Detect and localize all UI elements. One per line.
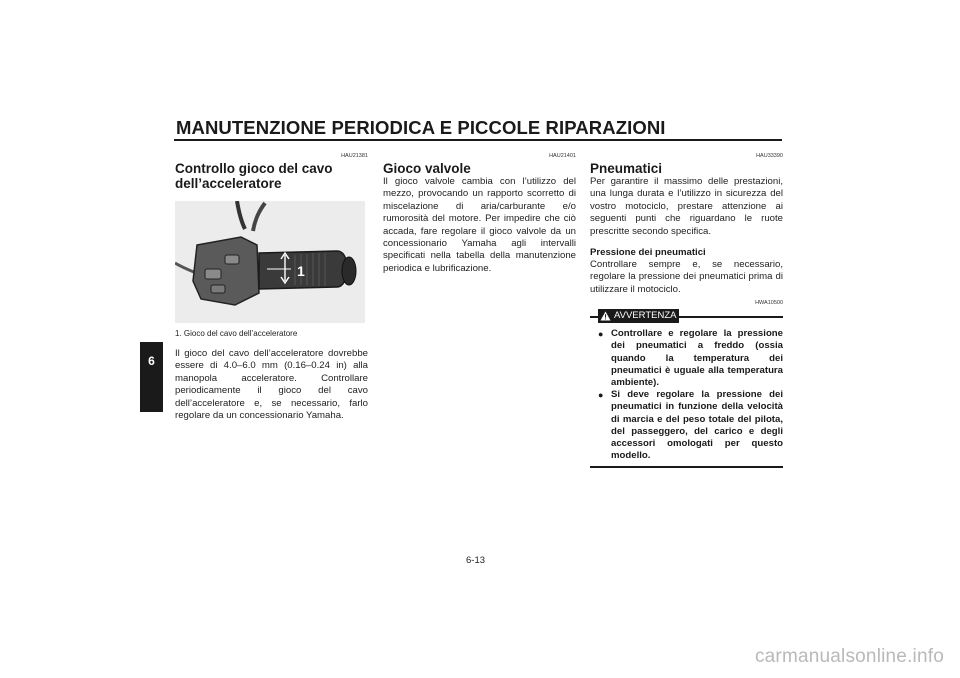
chapter-tab: 6 <box>140 342 163 412</box>
page-number: 6-13 <box>466 555 486 566</box>
section-heading: Controllo gioco del cavo dell’acceleratore <box>175 161 333 191</box>
page-title: MANUTENZIONE PERIODICA E PICCOLE RIPARAZIONI <box>176 117 666 138</box>
section-body: Il gioco valvole cambia con l’utilizzo del mezzo, provocando un rapporto scorretto di miscelazione di aria/carburante e/o rumorosità del motore. Per impedire che ciò accada, fare regolare il gioco valvole da un concessionario Yamaha agli intervalli specificati nella tabella della manutenzione periodica e lubrificazione. <box>383 176 576 274</box>
subsection-body: Controllare sempre e, se necessario, regolare la pressione dei pneumatici prima di utilizzare il motociclo. <box>590 259 783 295</box>
warning-code: HWA10500 <box>755 300 783 307</box>
section-code: HAU21381 <box>341 153 368 159</box>
title-rule <box>174 139 782 141</box>
section-heading: Pneumatici <box>590 161 663 176</box>
throttle-grip-figure <box>175 201 365 323</box>
column-throttle-cable <box>175 153 368 422</box>
warning-list <box>590 328 783 462</box>
watermark: carmanualsonline.info <box>754 646 944 667</box>
figure-callout-1: 1 <box>297 263 305 279</box>
section-body: Il gioco del cavo dell’acceleratore dovrebbe essere di 4.0–6.0 mm (0.16–0.24 in) alla manopola acceleratore. Controllare periodicamente il gioco del cavo dell’acceleratore e, se necessario, farlo regolare da un concessionario Yamaha. <box>175 348 368 422</box>
warning-label: AVVERTENZA <box>614 310 677 322</box>
warning-item: ● Si deve regolare la pressione dei pneumatici in funzione della velocità di marcia e del peso totale del pilota, del passeggero, del carico e degli accessori omologati per questo modello. <box>598 389 783 462</box>
handlebar-illustration <box>175 201 365 323</box>
column-valve-clearance <box>383 153 576 275</box>
section-heading: Gioco valvole <box>383 161 471 176</box>
warning-end-rule <box>590 466 783 468</box>
warning-triangle-icon <box>600 311 611 321</box>
figure-caption: 1. Gioco del cavo dell’acceleratore <box>175 329 298 338</box>
warning-badge <box>598 309 679 323</box>
section-code: HAU33390 <box>756 153 783 159</box>
warning-item: ● Controllare e regolare la pressione dei pneumatici a freddo (ossia quando la temperatura dei pneumatici è uguale alla temperatura ambiente). <box>598 328 783 389</box>
section-code: HAU21401 <box>549 153 576 159</box>
bullet-icon: ● <box>598 390 604 401</box>
warning-header <box>590 309 783 323</box>
bullet-icon: ● <box>598 329 604 340</box>
column-tires <box>590 153 783 468</box>
subsection-heading: Pressione dei pneumatici <box>590 247 706 259</box>
section-body: Per garantire il massimo delle prestazioni, una lunga durata e l’utilizzo in sicurezza del vostro motociclo, prestare attenzione ai seguenti punti che riguardano le ruote prescritte secondo specifica. <box>590 176 783 237</box>
